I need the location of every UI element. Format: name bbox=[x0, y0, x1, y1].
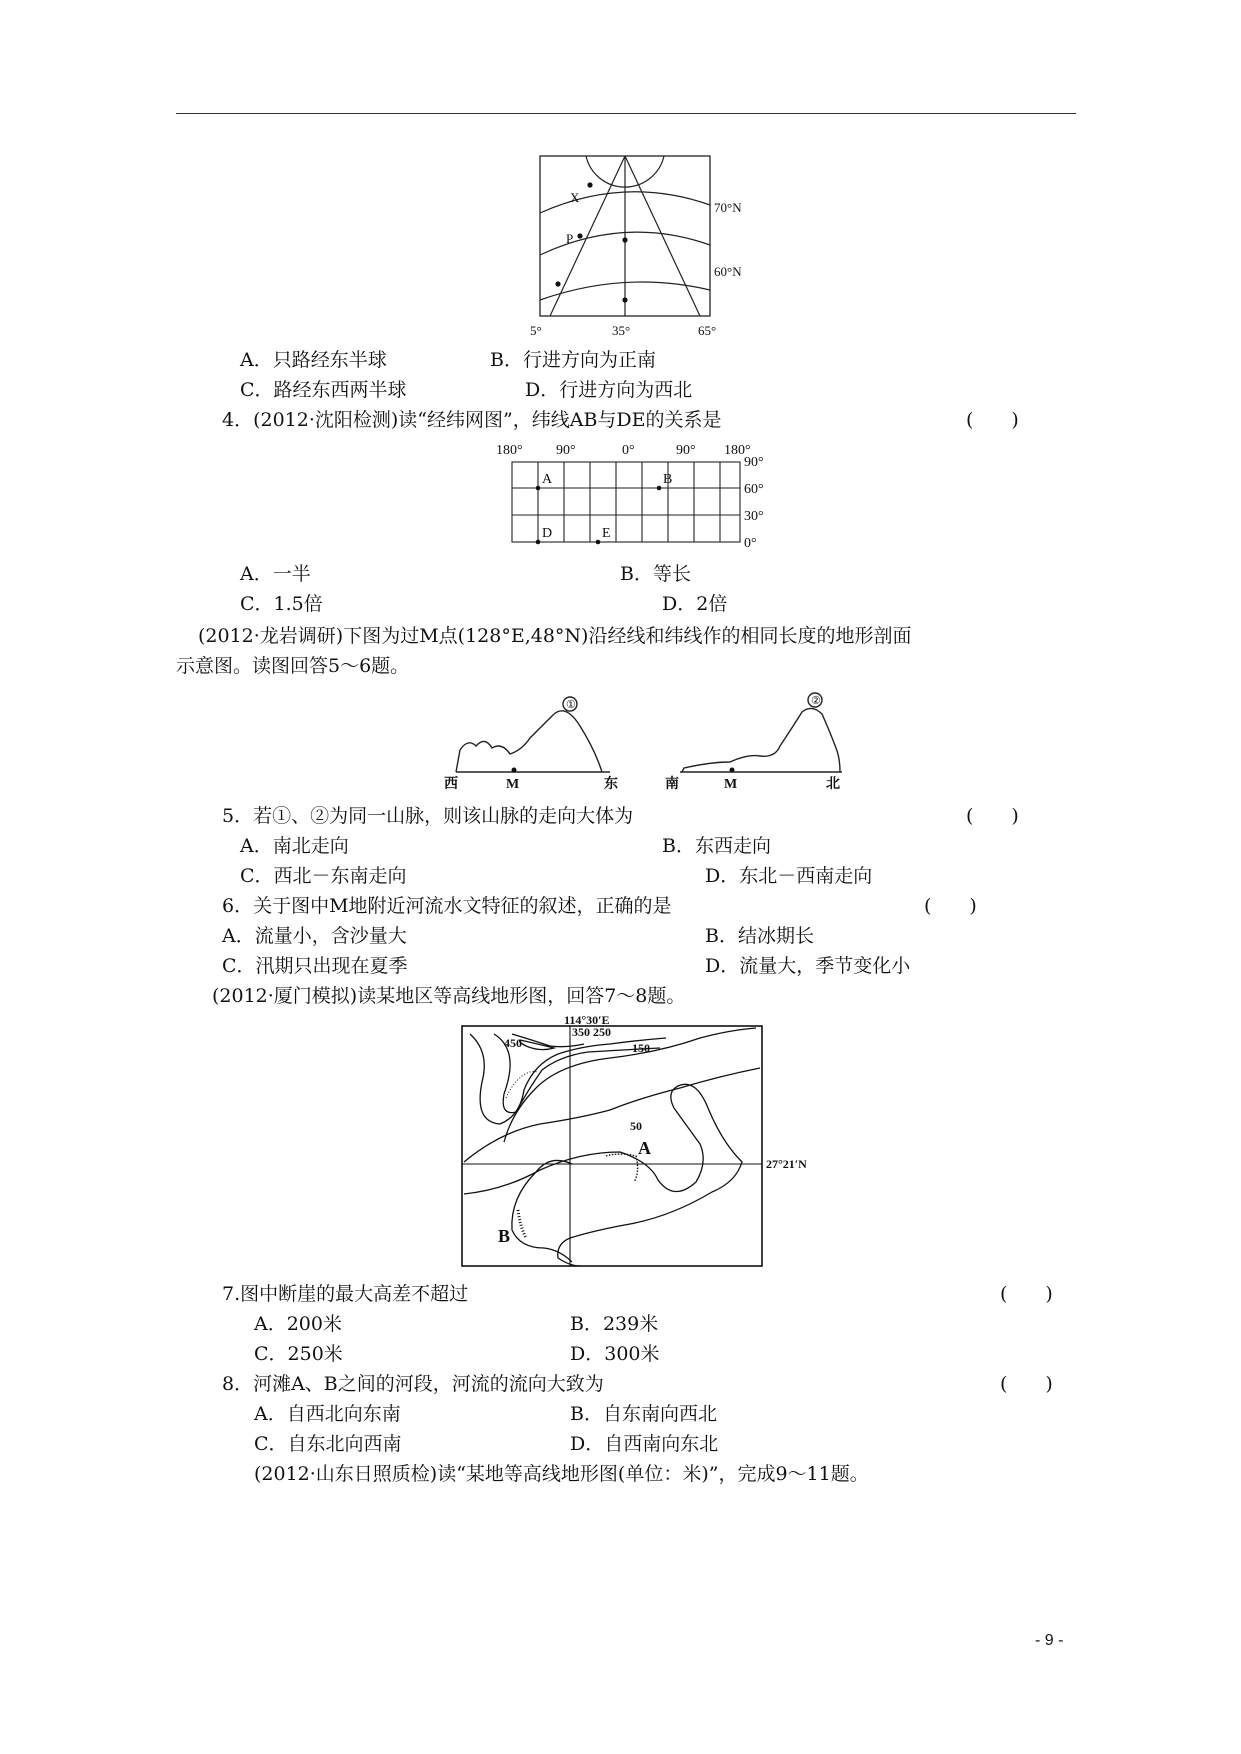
svg-text:150: 150 bbox=[632, 1041, 650, 1055]
q3-option-b: B．行进方向为正南 bbox=[490, 349, 656, 371]
q8-option-b: B．自东南向西北 bbox=[570, 1403, 717, 1425]
q3-option-a: A．只路经东半球 bbox=[240, 349, 387, 371]
svg-text:27°21′N: 27°21′N bbox=[766, 1157, 807, 1171]
q4-option-b: B．等长 bbox=[620, 563, 691, 585]
q7-option-a: A．200米 bbox=[254, 1313, 342, 1335]
q5-option-d: D．东北－西南走向 bbox=[705, 865, 873, 887]
q3-option-c: C．路经东西两半球 bbox=[240, 379, 407, 401]
svg-text:①: ① bbox=[566, 699, 576, 711]
q4-option-d: D．2倍 bbox=[662, 593, 728, 615]
q8-stem: 8．河滩A、B之间的河段，河流的流向大致为 bbox=[222, 1373, 604, 1395]
svg-text:50: 50 bbox=[630, 1119, 642, 1133]
q4-option-c: C．1.5倍 bbox=[240, 593, 323, 615]
figure-contour-map bbox=[460, 1012, 830, 1272]
q5-option-b: B．东西走向 bbox=[662, 835, 771, 857]
point-p-label: P bbox=[566, 231, 574, 246]
q6-option-b: B．结冰期长 bbox=[705, 925, 814, 947]
header-rule bbox=[176, 113, 1076, 114]
intro-7-8: (2012·厦门模拟)读某地区等高线地形图，回答7～8题。 bbox=[212, 985, 686, 1007]
svg-text:60°: 60° bbox=[744, 482, 764, 497]
q5-bracket: ( ) bbox=[966, 805, 1019, 827]
svg-text:A: A bbox=[542, 472, 553, 487]
page-number: - 9 - bbox=[1035, 1632, 1064, 1649]
svg-text:D: D bbox=[542, 526, 553, 541]
q6-option-d: D．流量大，季节变化小 bbox=[705, 955, 911, 977]
svg-text:350 250: 350 250 bbox=[572, 1025, 611, 1039]
lon-65-label: 65° bbox=[698, 323, 717, 338]
svg-text:A: A bbox=[638, 1138, 651, 1158]
svg-text:北: 北 bbox=[826, 777, 840, 792]
svg-text:东: 东 bbox=[604, 777, 618, 792]
svg-text:南: 南 bbox=[665, 777, 679, 792]
intro-5-6-line2: 示意图。读图回答5～6题。 bbox=[176, 655, 410, 677]
q8-option-a: A．自西北向东南 bbox=[254, 1403, 401, 1425]
svg-text:180°: 180° bbox=[724, 443, 751, 458]
svg-text:B: B bbox=[498, 1226, 511, 1246]
svg-text:0°: 0° bbox=[744, 536, 757, 551]
svg-text:E: E bbox=[602, 526, 611, 541]
svg-text:西: 西 bbox=[444, 777, 458, 792]
svg-text:90°: 90° bbox=[744, 455, 764, 470]
figure-terrain-profiles bbox=[430, 688, 870, 793]
q7-option-c: C．250米 bbox=[254, 1343, 343, 1365]
svg-text:114°30′E: 114°30′E bbox=[564, 1013, 610, 1027]
q6-bracket: ( ) bbox=[924, 895, 977, 917]
q4-stem: 4．(2012·沈阳检测)读“经纬网图”，纬线AB与DE的关系是 bbox=[222, 409, 722, 431]
figure-grid-map bbox=[496, 440, 786, 555]
lat-70-label: 70°N bbox=[714, 200, 742, 215]
intro-9-11: (2012·山东日照质检)读“某地等高线地形图(单位：米)”，完成9～11题。 bbox=[254, 1463, 869, 1485]
q7-option-d: D．300米 bbox=[570, 1343, 660, 1365]
q5-option-c: C．西北－东南走向 bbox=[240, 865, 407, 887]
intro-5-6-line1: (2012·龙岩调研)下图为过M点(128°E,48°N)沿经线和纬线作的相同长度的地形剖面 bbox=[198, 625, 912, 647]
svg-text:30°: 30° bbox=[744, 509, 764, 524]
lat-60-label: 60°N bbox=[714, 264, 742, 279]
q7-bracket: ( ) bbox=[1000, 1283, 1053, 1305]
q6-option-a: A．流量小，含沙量大 bbox=[222, 925, 407, 947]
svg-text:0°: 0° bbox=[622, 443, 635, 458]
q8-option-c: C．自东北向西南 bbox=[254, 1433, 402, 1455]
svg-text:②: ② bbox=[811, 695, 821, 707]
svg-text:90°: 90° bbox=[676, 443, 696, 458]
svg-text:M: M bbox=[506, 777, 520, 792]
q7-stem: 7.图中断崖的最大高差不超过 bbox=[222, 1283, 469, 1305]
svg-text:M: M bbox=[724, 777, 738, 792]
lon-35-label: 35° bbox=[612, 323, 631, 338]
lon-5-label: 5° bbox=[530, 323, 542, 338]
q8-bracket: ( ) bbox=[1000, 1373, 1053, 1395]
q6-option-c: C．汛期只出现在夏季 bbox=[222, 955, 408, 977]
q6-stem: 6．关于图中M地附近河流水文特征的叙述，正确的是 bbox=[222, 895, 672, 917]
q8-option-d: D．自西南向东北 bbox=[570, 1433, 719, 1455]
q5-stem: 5．若①、②为同一山脉，则该山脉的走向大体为 bbox=[222, 805, 634, 827]
point-x-label: X bbox=[570, 190, 580, 205]
figure-polar-map bbox=[530, 150, 780, 340]
svg-text:B: B bbox=[663, 472, 673, 487]
q5-option-a: A．南北走向 bbox=[240, 835, 349, 857]
q4-bracket: ( ) bbox=[966, 409, 1019, 431]
q4-option-a: A．一半 bbox=[240, 563, 311, 585]
q3-option-d: D．行进方向为西北 bbox=[525, 379, 693, 401]
q7-option-b: B．239米 bbox=[570, 1313, 659, 1335]
svg-text:180°: 180° bbox=[496, 443, 523, 458]
svg-text:90°: 90° bbox=[556, 443, 576, 458]
svg-text:450: 450 bbox=[504, 1036, 522, 1050]
